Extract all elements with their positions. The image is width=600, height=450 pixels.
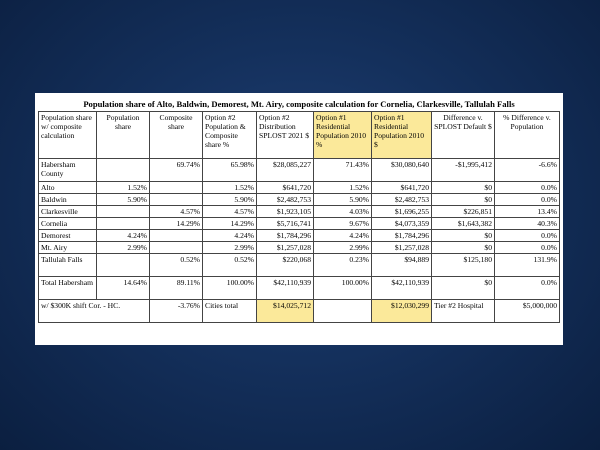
table-cell: [97, 218, 150, 230]
document-page: [35, 93, 563, 345]
table-cell: $2,482,753: [257, 194, 314, 206]
table-cell: $5,716,741: [257, 218, 314, 230]
table-cell: 100.00%: [314, 277, 372, 300]
table-row: [39, 218, 560, 230]
row-label: Alto: [39, 182, 97, 194]
tier-label: Tier #2 Hospital: [432, 300, 495, 323]
option2-cities-total: $14,025,712: [257, 300, 314, 323]
table-cell: $0: [432, 242, 495, 254]
table-cell: $42,110,939: [257, 277, 314, 300]
row-label: Mt. Airy: [39, 242, 97, 254]
table-cell: 2.99%: [97, 242, 150, 254]
table-cell: $2,482,753: [372, 194, 432, 206]
table-cell: 5.90%: [314, 194, 372, 206]
row-label: Clarkesville: [39, 206, 97, 218]
row-label: Baldwin: [39, 194, 97, 206]
table-cell: 4.57%: [203, 206, 257, 218]
table-cell: [150, 242, 203, 254]
table-cell: $220,068: [257, 254, 314, 277]
tier-value: $5,000,000: [495, 300, 560, 323]
column-header: Option #2 Population & Composite share %: [203, 112, 257, 159]
table-cell: 14.29%: [150, 218, 203, 230]
table-cell-empty: [314, 300, 372, 323]
table-cell: $42,110,939: [372, 277, 432, 300]
table-cell: 4.57%: [150, 206, 203, 218]
row-label: Habersham County: [39, 159, 97, 182]
table-cell: [97, 159, 150, 182]
table-cell: 4.03%: [314, 206, 372, 218]
table-cell: -6.6%: [495, 159, 560, 182]
table-cell: 9.67%: [314, 218, 372, 230]
table-cell: $1,923,105: [257, 206, 314, 218]
table-row: [39, 254, 560, 277]
table-cell: 4.24%: [97, 230, 150, 242]
table-cell: $1,784,296: [372, 230, 432, 242]
table-cell: 0.0%: [495, 182, 560, 194]
table-cell: 69.74%: [150, 159, 203, 182]
table-cell: $0: [432, 182, 495, 194]
table-cell: $641,720: [257, 182, 314, 194]
table-cell: $1,643,382: [432, 218, 495, 230]
table-cell: 0.0%: [495, 277, 560, 300]
table-cell: 100.00%: [203, 277, 257, 300]
table-cell: 71.43%: [314, 159, 372, 182]
table-cell: 1.52%: [203, 182, 257, 194]
column-header-highlighted: Option #1 Residential Population 2010 %: [314, 112, 372, 159]
table-cell: 0.0%: [495, 194, 560, 206]
population-share-table: [38, 111, 560, 323]
table-cell: 2.99%: [203, 242, 257, 254]
column-header: Difference v. SPLOST Default $: [432, 112, 495, 159]
table-cell: 2.99%: [314, 242, 372, 254]
table-cell: [97, 254, 150, 277]
table-cell: $1,257,028: [257, 242, 314, 254]
table-cell: 14.29%: [203, 218, 257, 230]
table-cell: 89.11%: [150, 277, 203, 300]
table-cell: $226,851: [432, 206, 495, 218]
table-cell: 0.23%: [314, 254, 372, 277]
table-cell: 4.24%: [314, 230, 372, 242]
table-cell: $1,696,255: [372, 206, 432, 218]
column-header: Population share w/ composite calculation: [39, 112, 97, 159]
row-label: Total Habersham: [39, 277, 97, 300]
column-header: Composite share: [150, 112, 203, 159]
table-cell: $4,073,359: [372, 218, 432, 230]
table-cell: [150, 230, 203, 242]
table-cell: $0: [432, 230, 495, 242]
row-label: Demorest: [39, 230, 97, 242]
table-cell: 0.0%: [495, 242, 560, 254]
table-cell: 13.4%: [495, 206, 560, 218]
table-cell: 65.98%: [203, 159, 257, 182]
column-header: % Difference v. Population: [495, 112, 560, 159]
table-cell: 0.52%: [203, 254, 257, 277]
table-row: [39, 182, 560, 194]
footer-row: [39, 300, 560, 323]
table-row: [39, 159, 560, 182]
row-label: Cornelia: [39, 218, 97, 230]
table-title: Population share of Alto, Baldwin, Demorest, Mt. Airy, composite calculation for Cornelia, Clarkesville, Tallulah Falls: [83, 99, 515, 109]
table-cell: -$1,995,412: [432, 159, 495, 182]
column-header: Option #2 Distribution SPLOST 2021 $: [257, 112, 314, 159]
table-cell: 14.64%: [97, 277, 150, 300]
table-row: [39, 230, 560, 242]
footer-label: w/ $300K shift Cor. - HC.: [39, 300, 150, 323]
table-row-total: [39, 277, 560, 300]
row-label: Tallulah Falls: [39, 254, 97, 277]
footer-composite-shift: -3.76%: [150, 300, 203, 323]
table-row: [39, 242, 560, 254]
cities-total-label: Cities total: [203, 300, 257, 323]
option1-cities-total: $12,030,299: [372, 300, 432, 323]
table-cell: 0.0%: [495, 230, 560, 242]
table-cell: $0: [432, 194, 495, 206]
column-header: Population share: [97, 112, 150, 159]
table-cell: [150, 194, 203, 206]
table-row: [39, 206, 560, 218]
table-cell: $30,080,640: [372, 159, 432, 182]
table-cell: 131.9%: [495, 254, 560, 277]
table-cell: 0.52%: [150, 254, 203, 277]
table-cell: 1.52%: [314, 182, 372, 194]
table-cell: $1,784,296: [257, 230, 314, 242]
header-row: [39, 112, 560, 159]
table-cell: $0: [432, 277, 495, 300]
table-cell: $125,180: [432, 254, 495, 277]
table-cell: 5.90%: [97, 194, 150, 206]
table-cell: [97, 206, 150, 218]
table-cell: $28,085,227: [257, 159, 314, 182]
table-cell: 1.52%: [97, 182, 150, 194]
table-row: [39, 194, 560, 206]
table-cell: [150, 182, 203, 194]
table-cell: 4.24%: [203, 230, 257, 242]
table-cell: $94,889: [372, 254, 432, 277]
column-header-highlighted: Option #1 Residential Population 2010 $: [372, 112, 432, 159]
table-cell: 40.3%: [495, 218, 560, 230]
table-cell: $641,720: [372, 182, 432, 194]
table-cell: 5.90%: [203, 194, 257, 206]
table-cell: $1,257,028: [372, 242, 432, 254]
